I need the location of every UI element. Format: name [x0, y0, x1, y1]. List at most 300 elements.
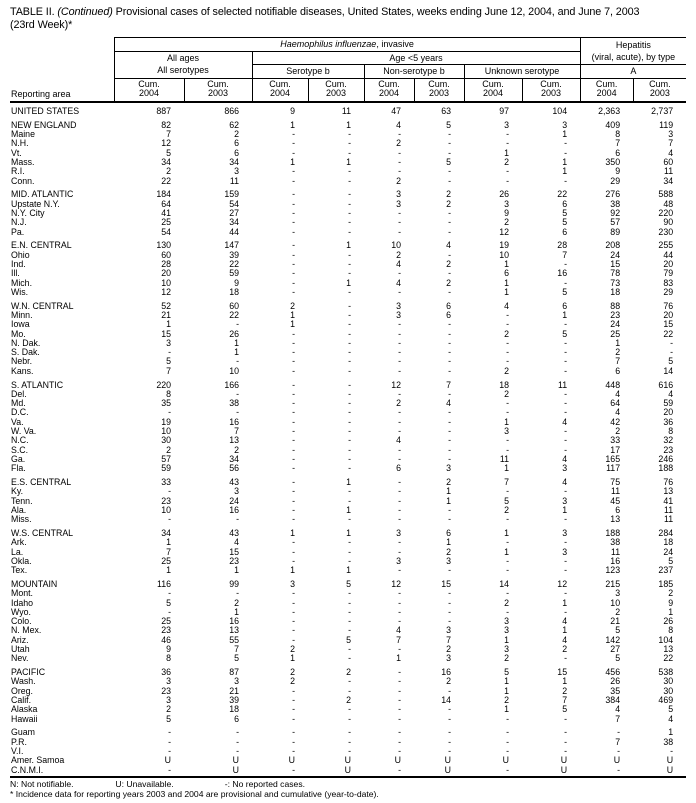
value-cell: 18 — [229, 287, 239, 297]
table-row — [10, 515, 686, 524]
value-cell: 2 — [504, 505, 509, 515]
value-cell: - — [292, 487, 295, 497]
value-cell: - — [292, 259, 295, 269]
value-cell: 1 — [234, 348, 239, 358]
value-cell: 2 — [234, 130, 239, 140]
value-cell: 3 — [562, 547, 568, 557]
value-cell: 34 — [161, 527, 171, 538]
value-cell: - — [348, 366, 351, 376]
value-cell: 456 — [605, 667, 621, 678]
value-cell: 1 — [234, 607, 239, 617]
value-cell: - — [168, 408, 171, 418]
value-cell: 4 — [562, 617, 568, 627]
table-row — [10, 376, 686, 390]
value-cell: - — [348, 130, 351, 140]
value-cell: - — [292, 366, 295, 376]
value-cell: U — [394, 756, 401, 766]
table-row — [10, 399, 686, 408]
value-cell: - — [506, 727, 509, 738]
value-cell: 1 — [504, 278, 509, 288]
value-cell: - — [348, 300, 351, 311]
value-cell: 21 — [610, 617, 621, 627]
column-header-cum-2003: Cum. 2003 — [308, 78, 364, 102]
value-cell: - — [448, 454, 451, 464]
value-cell: - — [168, 737, 171, 747]
value-cell: 5 — [166, 598, 171, 608]
value-cell: 2 — [396, 176, 401, 186]
value-cell: - — [448, 598, 451, 608]
value-cell: - — [448, 130, 451, 140]
value-cell: - — [348, 427, 351, 436]
value-cell: 230 — [658, 227, 674, 237]
value-cell: 116 — [156, 578, 171, 589]
value-cell: 7 — [166, 547, 171, 557]
value-cell: - — [292, 556, 295, 566]
value-cell: 12 — [161, 139, 171, 149]
value-cell: 28 — [161, 259, 171, 269]
value-cell: 1 — [346, 505, 351, 515]
area-cell: Colo. — [11, 617, 32, 627]
value-cell: U — [288, 756, 295, 766]
value-cell: 3 — [166, 338, 171, 348]
area-cell: W.S. CENTRAL — [11, 527, 74, 538]
value-cell: 14 — [499, 578, 509, 589]
value-cell: 30 — [663, 686, 674, 696]
value-cell: 9 — [504, 208, 509, 218]
value-cell: 16 — [610, 556, 621, 566]
area-cell: C.N.M.I. — [10, 766, 114, 777]
value-cell: - — [617, 747, 621, 756]
column-group-hepatitis-subtitle: (viral, acute), by type — [580, 51, 686, 65]
value-cell: 10 — [229, 366, 239, 376]
value-cell: - — [448, 320, 451, 330]
value-cell: - — [292, 227, 295, 237]
value-cell: - — [564, 445, 568, 455]
value-cell: - — [564, 357, 568, 367]
value-cell: 76 — [663, 476, 674, 487]
table-row — [10, 158, 686, 167]
value-cell: 4 — [668, 389, 674, 399]
value-cell: 26 — [229, 329, 239, 339]
value-cell: 4 — [615, 408, 621, 418]
value-cell: 2 — [615, 607, 621, 617]
value-cell: - — [617, 727, 621, 738]
value-cell: 10 — [391, 240, 401, 251]
value-cell: 117 — [606, 464, 621, 474]
value-cell: - — [448, 218, 451, 228]
value-cell: - — [506, 399, 509, 409]
footnote-no-cases: -: No reported cases. — [224, 778, 306, 789]
table-row — [10, 408, 686, 417]
value-cell: 1 — [562, 505, 568, 515]
value-cell: - — [670, 747, 674, 756]
value-cell: 13 — [229, 436, 239, 446]
value-cell: 119 — [659, 119, 674, 130]
value-cell: - — [506, 357, 509, 367]
value-cell: 1 — [562, 130, 568, 140]
value-cell: 83 — [663, 278, 674, 288]
value-cell: 1 — [166, 538, 171, 548]
value-cell: - — [292, 436, 295, 446]
value-cell: 1 — [446, 538, 451, 548]
value-cell: 34 — [229, 454, 239, 464]
value-cell: 588 — [658, 189, 674, 200]
value-cell: 2 — [446, 547, 451, 557]
value-cell: 1 — [290, 310, 295, 320]
value-cell: - — [398, 667, 401, 678]
value-cell: 1 — [562, 310, 568, 320]
value-cell: - — [398, 208, 401, 218]
value-cell: - — [348, 189, 351, 200]
value-cell: - — [398, 714, 401, 724]
value-cell: 1 — [234, 566, 239, 576]
value-cell: - — [670, 348, 674, 358]
value-cell: 57 — [610, 218, 621, 228]
value-cell: 3 — [562, 527, 568, 538]
value-cell: - — [348, 547, 351, 557]
area-cell: Va. — [11, 417, 24, 427]
area-cell: Mo. — [11, 329, 26, 339]
value-cell: 2 — [504, 696, 509, 706]
value-cell: - — [564, 737, 568, 747]
value-cell: 4 — [504, 300, 509, 311]
value-cell: - — [506, 538, 509, 548]
value-cell: - — [348, 259, 351, 269]
value-cell: 12 — [391, 578, 401, 589]
value-cell: 7 — [446, 379, 451, 390]
value-cell: - — [252, 766, 308, 777]
area-cell: NEW ENGLAND — [11, 119, 77, 130]
value-cell: 7 — [562, 696, 568, 706]
value-cell: - — [448, 737, 451, 747]
table-row — [10, 506, 686, 515]
value-cell: - — [506, 348, 509, 358]
table-row — [10, 418, 686, 427]
area-cell: Ind. — [11, 259, 26, 269]
value-cell: 19 — [161, 417, 171, 427]
column-header-cum-2003: Cum. 2003 — [184, 78, 252, 102]
value-cell: - — [348, 176, 351, 186]
footnote-legend — [10, 779, 688, 789]
table-row — [10, 626, 686, 635]
value-cell: 41 — [161, 208, 171, 218]
value-cell: 5 — [668, 556, 674, 566]
value-cell: 1 — [346, 240, 351, 251]
value-cell: 1 — [290, 527, 295, 538]
value-cell: 409 — [605, 119, 621, 130]
table-row — [10, 116, 686, 130]
footnote-not-notifiable: N: Not notifiable. — [10, 778, 74, 789]
value-cell: - — [236, 515, 239, 525]
value-cell: - — [348, 617, 351, 627]
value-cell: 2,363 — [598, 106, 621, 116]
value-cell: 75 — [610, 476, 621, 487]
area-cell: Vt. — [11, 148, 22, 158]
table-row — [10, 566, 686, 575]
value-cell: - — [292, 427, 295, 436]
value-cell: U — [560, 756, 568, 766]
value-cell: 5 — [668, 705, 674, 715]
value-cell: 6 — [615, 366, 621, 376]
value-cell: - — [292, 727, 295, 738]
value-cell: 1 — [346, 566, 351, 576]
value-cell: - — [348, 320, 351, 330]
table-row — [10, 390, 686, 399]
value-cell: 4 — [562, 454, 568, 464]
value-cell: 6 — [234, 714, 239, 724]
value-cell: 2 — [504, 654, 509, 664]
value-cell: 30 — [161, 436, 171, 446]
value-cell: - — [348, 250, 351, 260]
value-cell: - — [292, 176, 295, 186]
table-row — [10, 436, 686, 445]
value-cell: 4 — [562, 635, 568, 645]
value-cell: 2 — [615, 427, 621, 436]
value-cell: 26 — [663, 617, 674, 627]
value-cell: 7 — [234, 427, 239, 436]
value-cell: 1 — [504, 287, 509, 297]
value-cell: 4 — [615, 705, 621, 715]
value-cell: 23 — [161, 686, 171, 696]
value-cell: 88 — [610, 300, 621, 311]
value-cell: - — [564, 427, 568, 436]
table-row — [10, 464, 686, 473]
value-cell: - — [506, 556, 509, 566]
value-cell: 11 — [229, 176, 239, 186]
value-cell: - — [348, 379, 351, 390]
value-cell: 14 — [441, 696, 451, 706]
value-cell: - — [448, 727, 451, 738]
value-cell: - — [398, 329, 401, 339]
area-cell: Del. — [11, 389, 27, 399]
value-cell: - — [348, 747, 351, 756]
table-row — [10, 497, 686, 506]
value-cell: 147 — [224, 240, 239, 251]
area-cell: P.R. — [11, 737, 27, 747]
value-cell: - — [448, 357, 451, 367]
value-cell: 215 — [605, 578, 621, 589]
value-cell: 237 — [658, 566, 674, 576]
value-cell: - — [292, 250, 295, 260]
value-cell: 3 — [446, 556, 451, 566]
value-cell: - — [398, 320, 401, 330]
value-cell: - — [292, 218, 295, 228]
value-cell: 18 — [499, 379, 509, 390]
value-cell: - — [292, 208, 295, 218]
value-cell: 10 — [161, 427, 171, 436]
value-cell: 1 — [504, 686, 509, 696]
value-cell: 13 — [663, 487, 674, 497]
value-cell: 255 — [658, 240, 674, 251]
value-cell: 22 — [229, 310, 239, 320]
value-cell: - — [348, 737, 351, 747]
value-cell: 2 — [562, 686, 568, 696]
table-row — [10, 446, 686, 455]
value-cell: 18 — [610, 287, 621, 297]
column-group-age-under5: Age <5 years — [252, 51, 580, 65]
value-cell: 97 — [499, 106, 509, 116]
value-cell: 5 — [504, 667, 509, 678]
table-row — [10, 664, 686, 678]
value-cell: - — [348, 389, 351, 399]
value-cell: - — [506, 747, 509, 756]
value-cell: 47 — [391, 106, 401, 116]
value-cell: - — [564, 176, 568, 186]
value-cell: U — [414, 766, 464, 777]
value-cell: 23 — [229, 556, 239, 566]
value-cell: 3 — [504, 617, 509, 627]
value-cell: 2 — [396, 250, 401, 260]
value-cell: - — [348, 167, 351, 177]
value-cell: 1 — [504, 677, 509, 687]
value-cell: 24 — [610, 250, 621, 260]
value-cell: 7 — [234, 645, 239, 655]
area-cell: La. — [11, 547, 24, 557]
value-cell: 60 — [161, 250, 171, 260]
value-cell: - — [292, 379, 295, 390]
value-cell: - — [448, 348, 451, 358]
value-cell: 469 — [658, 696, 674, 706]
value-cell: 220 — [156, 379, 171, 390]
value-cell: 34 — [161, 157, 171, 167]
value-cell: - — [348, 348, 351, 358]
value-cell: 39 — [229, 696, 239, 706]
area-cell: Calif. — [11, 696, 32, 706]
value-cell: 2 — [396, 139, 401, 149]
value-cell: 8 — [166, 654, 171, 664]
value-cell: 11 — [557, 379, 568, 390]
table-row — [10, 102, 686, 117]
value-cell: - — [564, 538, 568, 548]
value-cell: U — [666, 756, 674, 766]
haemophilus-rest-label: , invasive — [376, 39, 414, 49]
table-row — [10, 139, 686, 148]
value-cell: 20 — [663, 310, 674, 320]
value-cell: 22 — [161, 176, 171, 186]
value-cell: - — [398, 417, 401, 427]
area-cell: Pa. — [11, 227, 25, 237]
value-cell: 3 — [446, 654, 451, 664]
value-cell: 4 — [668, 714, 674, 724]
value-cell: - — [564, 589, 568, 599]
value-cell: 1 — [504, 527, 509, 538]
value-cell: 3 — [396, 556, 401, 566]
value-cell: 2 — [166, 167, 171, 177]
value-cell: - — [348, 727, 351, 738]
value-cell: 1 — [346, 476, 351, 487]
area-cell: MOUNTAIN — [11, 578, 58, 589]
value-cell: 2 — [290, 645, 295, 655]
value-cell: - — [348, 399, 351, 409]
value-cell: 24 — [663, 547, 674, 557]
value-cell: 25 — [161, 617, 171, 627]
value-cell: - — [348, 589, 351, 599]
value-cell: 3 — [396, 527, 401, 538]
column-header-cum-2004: Cum. 2004 — [114, 78, 184, 102]
value-cell: 20 — [663, 408, 674, 418]
value-cell: 276 — [605, 189, 621, 200]
value-cell: - — [398, 269, 401, 279]
value-cell: - — [564, 259, 568, 269]
value-cell: 10 — [161, 278, 171, 288]
value-cell: 34 — [229, 157, 239, 167]
value-cell: - — [292, 686, 295, 696]
value-cell: - — [398, 645, 401, 655]
area-cell: N.C. — [11, 436, 29, 446]
value-cell: - — [348, 310, 351, 320]
value-cell: - — [448, 139, 451, 149]
value-cell: - — [564, 654, 568, 664]
value-cell: - — [236, 589, 239, 599]
area-cell: Guam — [11, 727, 35, 738]
value-cell: 22 — [557, 189, 568, 200]
value-cell: - — [348, 287, 351, 297]
value-cell: 29 — [610, 176, 621, 186]
value-cell: - — [348, 496, 351, 506]
value-cell: - — [292, 199, 295, 209]
value-cell: U — [232, 756, 239, 766]
value-cell: - — [292, 399, 295, 409]
value-cell: 13 — [663, 645, 674, 655]
value-cell: - — [348, 139, 351, 149]
value-cell: - — [448, 747, 451, 756]
value-cell: - — [292, 338, 295, 348]
value-cell: 6 — [446, 300, 451, 311]
value-cell: 16 — [229, 417, 239, 427]
value-cell: 1 — [346, 278, 351, 288]
column-group-hepatitis-a: A — [580, 65, 686, 79]
value-cell: - — [670, 338, 674, 348]
value-cell: - — [292, 454, 295, 464]
value-cell: 3 — [396, 189, 401, 200]
value-cell: - — [292, 747, 295, 756]
value-cell: 1 — [562, 167, 568, 177]
value-cell: 8 — [615, 130, 621, 140]
value-cell: 350 — [605, 157, 621, 167]
value-cell: 2 — [166, 445, 171, 455]
value-cell: 5 — [562, 329, 568, 339]
value-cell: 25 — [161, 556, 171, 566]
area-cell: S. Dak. — [11, 348, 40, 358]
value-cell: 20 — [161, 269, 171, 279]
value-cell: 33 — [610, 436, 621, 446]
value-cell: 16 — [441, 667, 451, 678]
value-cell: 5 — [166, 148, 171, 158]
column-group-unknown-serotype: Unknown serotype — [464, 65, 580, 79]
area-cell: N.J. — [11, 218, 27, 228]
value-cell: 25 — [161, 218, 171, 228]
value-cell: - — [292, 287, 295, 297]
value-cell: - — [348, 454, 351, 464]
reporting-area-header: Reporting area — [10, 38, 114, 102]
value-cell: 3 — [504, 119, 509, 130]
value-cell: - — [448, 329, 451, 339]
value-cell: 15 — [161, 329, 171, 339]
value-cell: - — [398, 227, 401, 237]
value-cell: 6 — [396, 464, 401, 474]
value-cell: - — [168, 747, 171, 756]
value-cell: 28 — [557, 240, 568, 251]
area-cell: Utah — [11, 645, 30, 655]
value-cell: 3 — [504, 199, 509, 209]
table-row — [10, 177, 686, 186]
area-cell: Ark. — [11, 538, 27, 548]
table-row — [10, 311, 686, 320]
value-cell: - — [506, 714, 509, 724]
value-cell: - — [292, 538, 295, 548]
value-cell: 15 — [557, 667, 568, 678]
value-cell: 11 — [610, 487, 621, 497]
